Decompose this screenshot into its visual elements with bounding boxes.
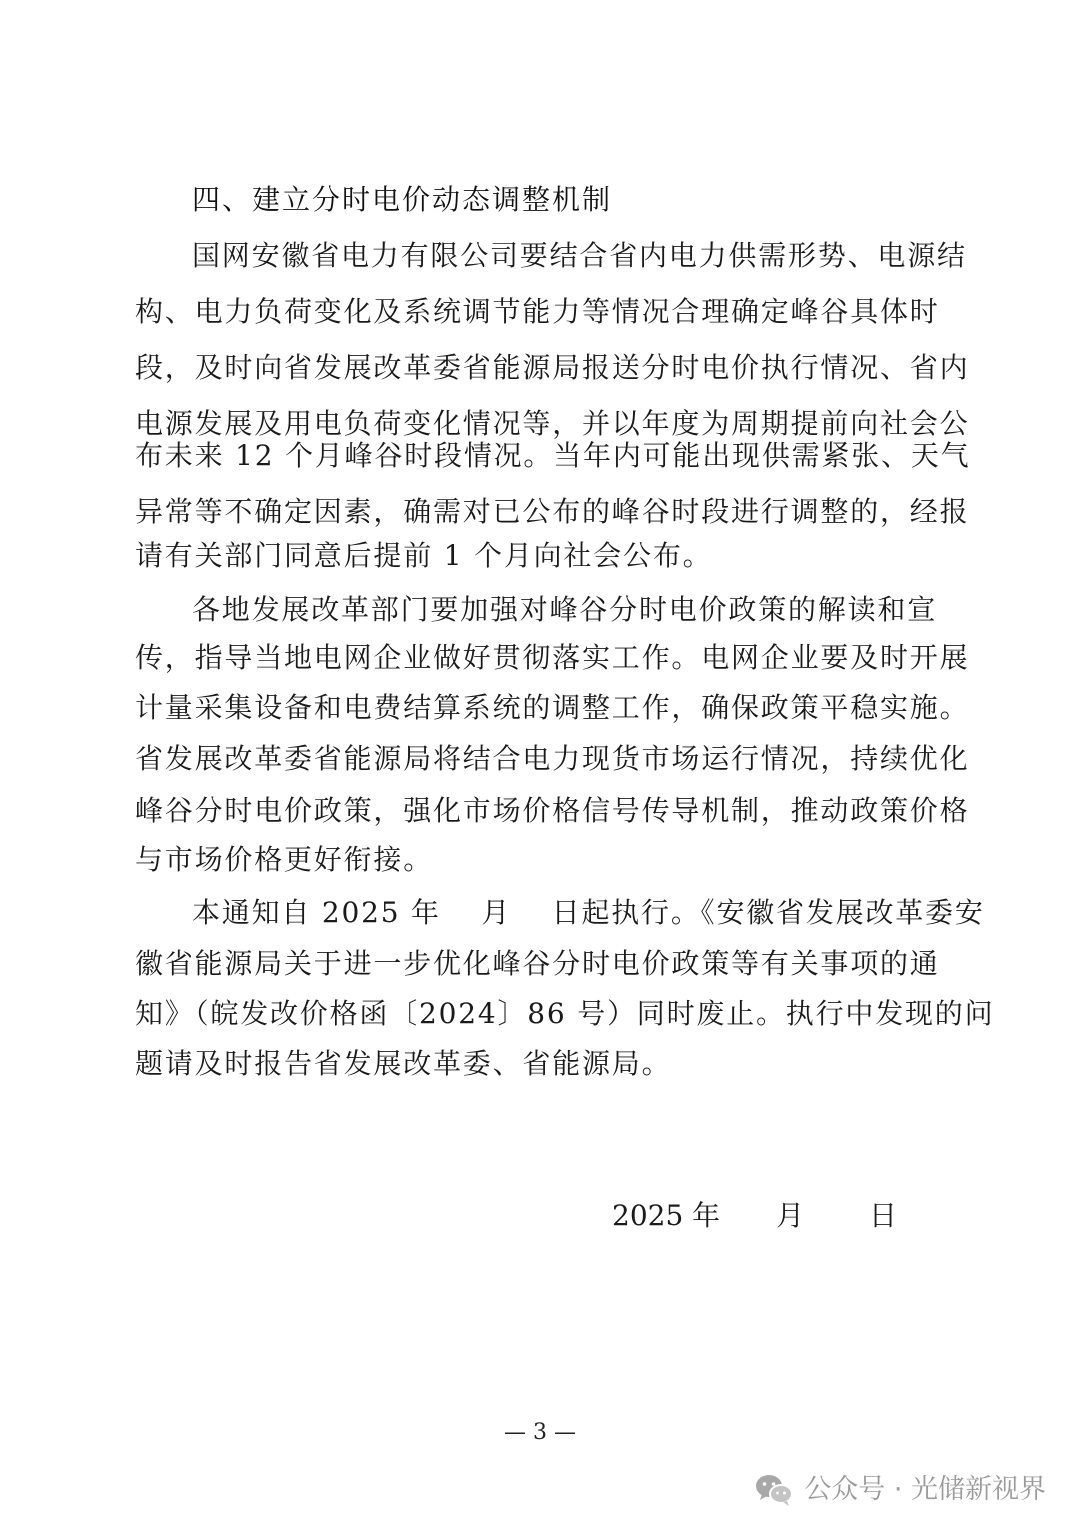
paragraph-line: 构、电力负荷变化及系统调节能力等情况合理确定峰谷具体时: [135, 295, 940, 328]
paragraph-line: 与市场价格更好衔接。: [135, 843, 434, 876]
paragraph-line: 省发展改革委省能源局将结合电力现货市场运行情况，持续优化: [135, 742, 970, 775]
watermark: [754, 1470, 1046, 1510]
paragraph-line: 本通知自 2025 年 月 日起执行。《安徽省发展改革委安: [192, 896, 985, 929]
paragraph-line: 传，指导当地电网企业做好贯彻落实工作。电网企业要及时开展: [135, 641, 970, 674]
paragraph-line: 布未来 12 个月峰谷时段情况。当年内可能出现供需紧张、天气: [135, 439, 971, 472]
paragraph-line: 各地发展改革部门要加强对峰谷分时电价政策的解读和宣: [192, 593, 938, 626]
paragraph-line: 段，及时向省发展改革委省能源局报送分时电价执行情况、省内: [135, 351, 970, 384]
watermark-text: 公众号 · 光储新视界: [804, 1474, 1046, 1505]
paragraph-line: 电源发展及用电负荷变化情况等，并以年度为周期提前向社会公: [135, 407, 970, 440]
paragraph-line: 知》（皖发改价格函〔2024〕86 号）同时废止。执行中发现的问: [135, 997, 995, 1030]
wechat-icon: [754, 1473, 794, 1507]
paragraph-line: 计量采集设备和电费结算系统的调整工作，确保政策平稳实施。: [135, 691, 970, 724]
paragraph-line: 徽省能源局关于进一步优化峰谷分时电价政策等有关事项的通: [135, 947, 940, 980]
paragraph-line: 峰谷分时电价政策，强化市场价格信号传导机制，推动政策价格: [135, 794, 970, 827]
paragraph-line: 国网安徽省电力有限公司要结合省内电力供需形势、电源结: [192, 239, 967, 272]
paragraph-line: 异常等不确定因素，确需对已公布的峰谷时段进行调整的，经报: [135, 495, 970, 528]
section-heading: 四、建立分时电价动态调整机制: [192, 183, 613, 216]
paragraph-line: 请有关部门同意后提前 1 个月向社会公布。: [135, 539, 713, 572]
document-date: 2025 年 月 日: [612, 1199, 898, 1232]
page-number: — 3 —: [504, 1420, 576, 1445]
paragraph-line: 题请及时报告省发展改革委、省能源局。: [135, 1047, 672, 1080]
